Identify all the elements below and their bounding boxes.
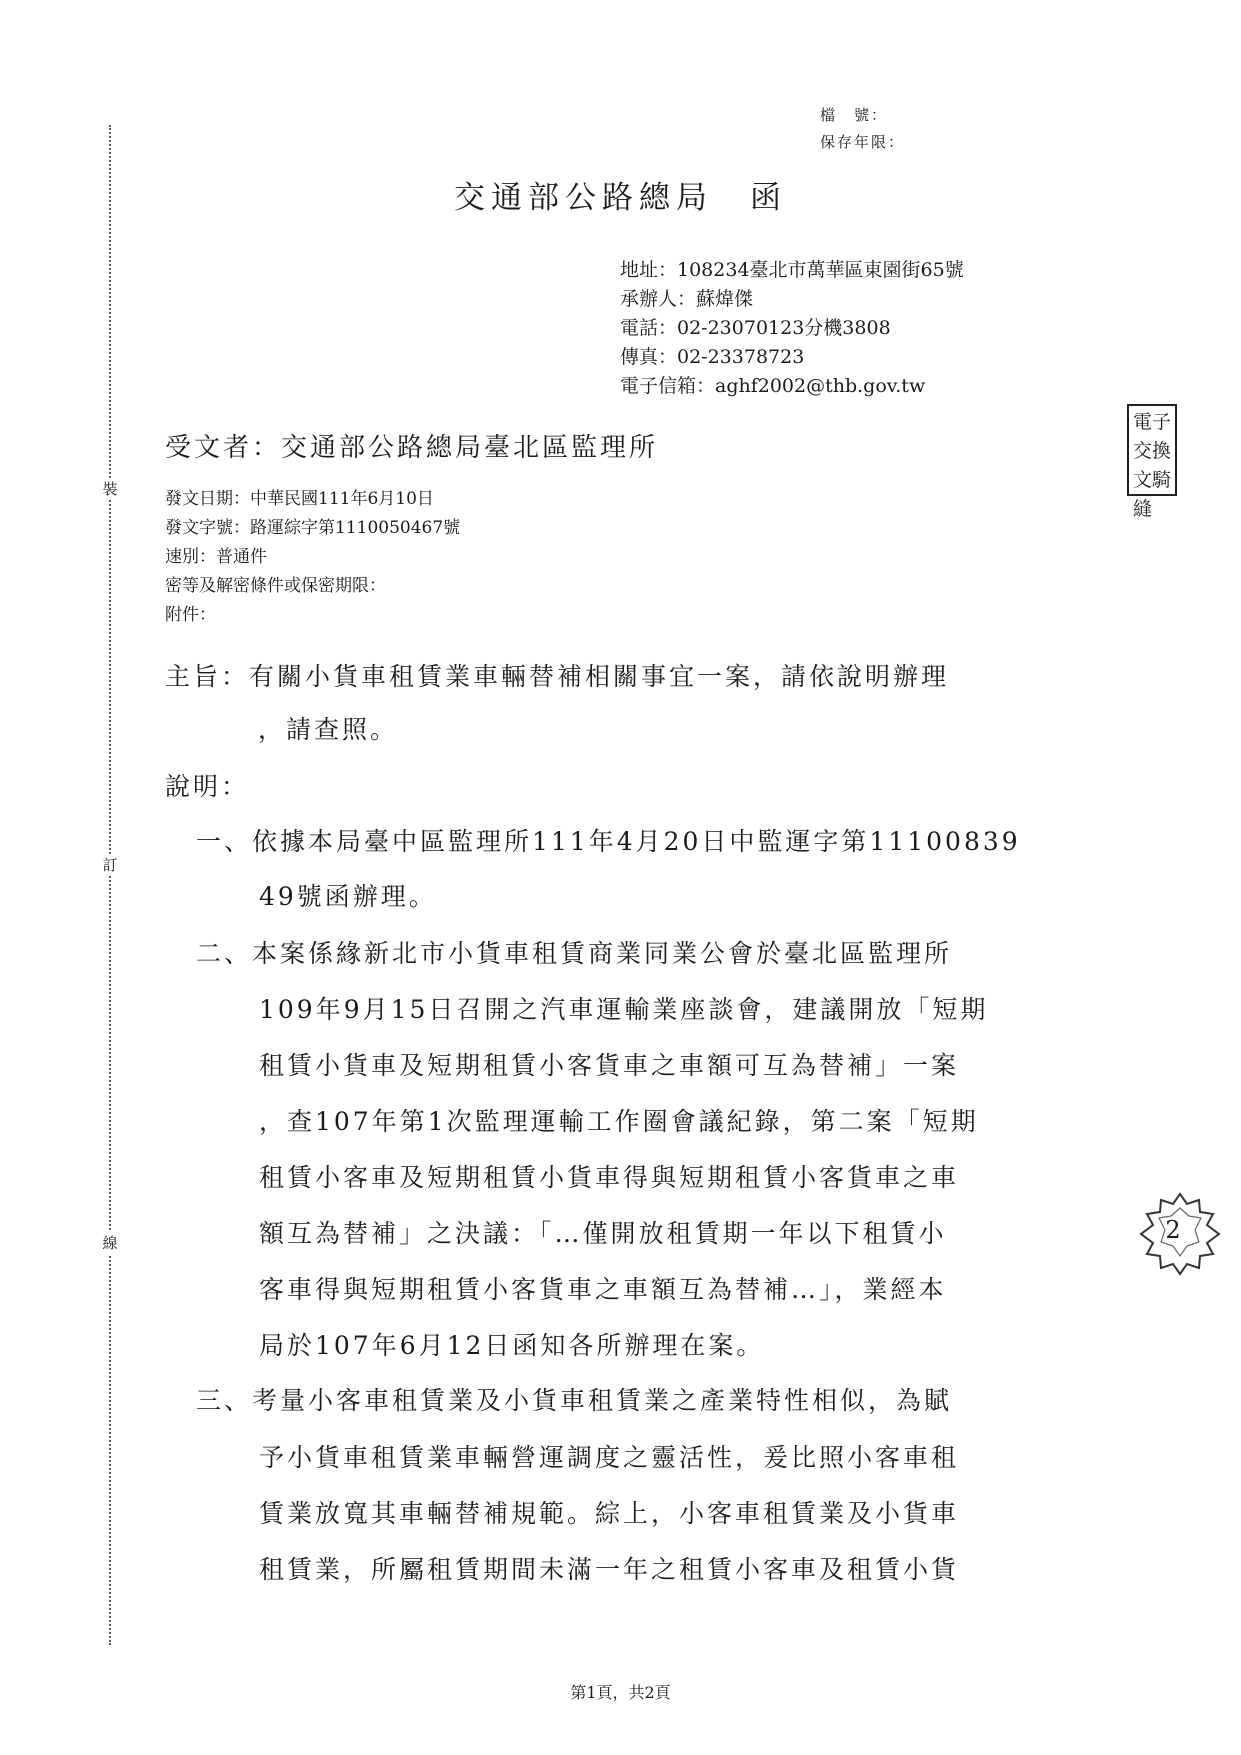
- contact-address: 地址：108234臺北市萬華區東園街65號: [620, 259, 964, 281]
- item-3-line-1: 三、考量小客車租賃業及小貨車租賃業之產業特性相似，為賦: [196, 1386, 953, 1415]
- item-1-line-2: 49號函辦理。: [259, 882, 437, 911]
- delivery-speed: 速別：普通件: [165, 547, 267, 567]
- subject-line-2: ，請查照。: [258, 715, 399, 744]
- seal-page-number: 2: [1165, 1216, 1181, 1244]
- item-3-line-2: 予小貨車租賃業車輛營運調度之靈活性，爰比照小客車租: [259, 1443, 960, 1472]
- recipient: 受文者：交通部公路總局臺北區監理所: [165, 433, 659, 463]
- item-3-line-4: 租賃業，所屬租賃期間未滿一年之租賃小客車及租賃小貨: [259, 1555, 960, 1584]
- contact-email: 電子信箱：aghf2002@thb.gov.tw: [620, 375, 926, 397]
- contact-phone: 電話：02-23070123分機3808: [620, 317, 891, 339]
- document-title: 交通部公路總局 函: [454, 180, 787, 216]
- binding-dotted-line: [109, 125, 111, 1645]
- item-3-line-3: 賃業放寬其車輛替補規範。綜上，小客車租賃業及小貨車: [259, 1499, 960, 1528]
- item-2-line-6: 額互為替補」之決議：「…僅開放租賃期一年以下租賃小: [259, 1219, 947, 1248]
- contact-handler: 承辦人：蘇煒傑: [620, 288, 754, 310]
- electronic-exchange-stamp: 電子交換文騎縫: [1127, 404, 1177, 496]
- subject-line-1: 主旨：有關小貨車租賃業車輛替補相關事宜一案，請依說明辦理: [165, 662, 950, 691]
- item-2-line-2: 109年9月15日召開之汽車運輸業座談會，建議開放「短期: [259, 995, 989, 1024]
- secrecy-level: 密等及解密條件或保密期限：: [165, 576, 386, 596]
- retention-period-label: 保存年限：: [820, 133, 906, 151]
- file-number-label: 檔 號：: [820, 106, 889, 124]
- attachment: 附件：: [165, 605, 216, 625]
- binding-mark-xian: 線: [99, 1232, 121, 1254]
- item-2-line-7: 客車得與短期租賃小客貨車之車額互為替補…」，業經本: [259, 1275, 947, 1304]
- page-footer: 第1頁，共2頁: [570, 1683, 671, 1702]
- binding-mark-ding: 訂: [99, 854, 121, 876]
- item-2-line-1: 二、本案係緣新北市小貨車租賃商業同業公會於臺北區監理所: [196, 939, 953, 968]
- item-2-line-8: 局於107年6月12日函知各所辦理在案。: [259, 1331, 765, 1360]
- item-2-line-3: 租賃小貨車及短期租賃小客貨車之車額可互為替補」一案: [259, 1051, 960, 1080]
- document-number: 發文字號：路運綜字第1110050467號: [165, 518, 461, 538]
- contact-fax: 傳真：02-23378723: [620, 346, 805, 368]
- issue-date: 發文日期：中華民國111年6月10日: [165, 489, 434, 509]
- item-2-line-5: 租賃小客車及短期租賃小貨車得與短期租賃小客貨車之車: [259, 1163, 960, 1192]
- binding-mark-zhuang: 裝: [99, 478, 121, 500]
- item-1-line-1: 一、依據本局臺中區監理所111年4月20日中監運字第11100839: [196, 827, 1021, 856]
- explanation-label: 說明：: [165, 772, 250, 801]
- item-2-line-4: ，查107年第1次監理運輸工作圈會議紀錄，第二案「短期: [259, 1107, 979, 1136]
